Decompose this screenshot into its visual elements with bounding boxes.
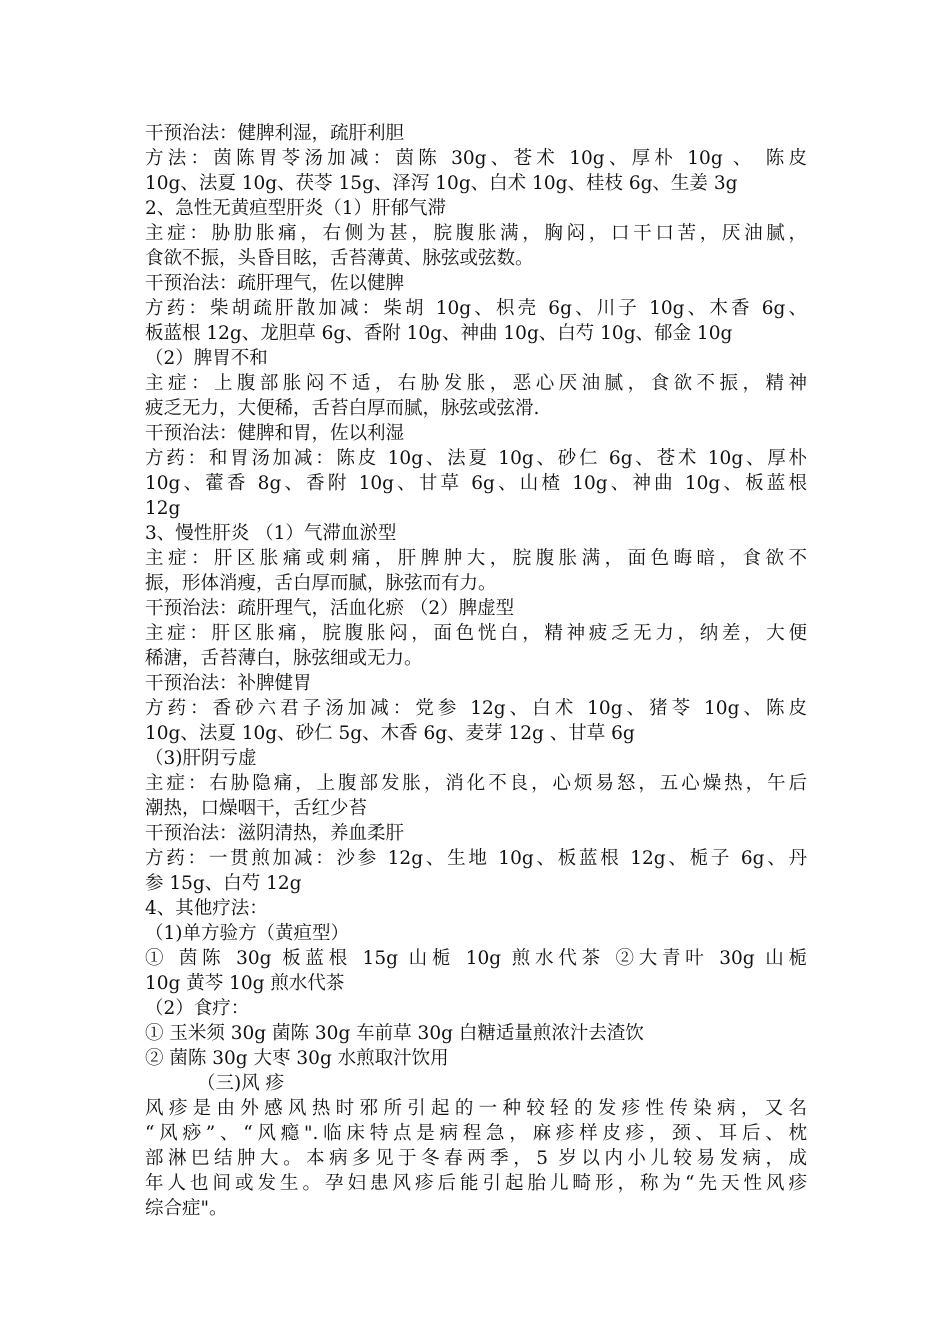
text-line: 主症：肝区胀痛或刺痛，肝脾肿大，脘腹胀满，面色晦暗，食欲不	[145, 548, 807, 569]
text-line: 主症：胁肋胀痛，右侧为甚，脘腹胀满，胸闷，口干口苦，厌油腻，	[145, 223, 807, 244]
text-line: 参 15g、白芍 12g	[145, 873, 302, 894]
text-line: 食欲不振，头昏目眩，舌苔薄黄、脉弦或弦数。	[145, 248, 534, 269]
text-line: ① 玉米须 30g 菌陈 30g 车前草 30g 白糖适量煎浓汁去渣饮	[145, 1023, 644, 1044]
text-line: 干预治法：疏肝理气，佐以健脾	[145, 273, 405, 294]
text-line: 干预治法：滋阴清热，养血柔肝	[145, 823, 405, 844]
text-line: 2、急性无黄疸型肝炎（1）肝郁气滞	[145, 198, 447, 219]
text-line: （1)单方验方（黄疸型）	[145, 923, 349, 944]
text-line: 干预治法：健脾和胃，佐以利湿	[145, 423, 405, 444]
text-line: 主症：右胁隐痛，上腹部发胀，消化不良，心烦易怒，五心燥热，午后	[145, 773, 807, 794]
text-line: 10g、法夏 10g、砂仁 5g、木香 6g、麦芽 12g 、甘草 6g	[145, 723, 635, 744]
text-line: 3、慢性肝炎 （1）气滞血淤型	[145, 523, 397, 544]
text-line: 12g	[145, 498, 181, 519]
section-heading: （三)风 疹	[197, 1073, 285, 1094]
text-line: 10g 黄芩 10g 煎水代茶	[145, 973, 345, 994]
text-line: 疲乏无力，大便稀，舌苔白厚而腻，脉弦或弦滑.	[145, 398, 540, 419]
text-line: 方药：一贯煎加减：沙参 12g、生地 10g、板蓝根 12g、栀子 6g、丹	[145, 848, 807, 869]
text-line: 潮热，口燥咽干，舌红少苔	[145, 798, 368, 819]
text-line: 风疹是由外感风热时邪所引起的一种较轻的发疹性传染病，又名	[145, 1098, 807, 1119]
text-line: 方药：香砂六君子汤加减：党参 12g、白术 10g、猪苓 10g、陈皮	[145, 698, 807, 719]
text-line: 干预治法：补脾健胃	[145, 673, 312, 694]
text-line: 综合症"。	[145, 1198, 228, 1219]
text-line: ① 茵陈 30g 板蓝根 15g 山栀 10g 煎水代茶 ②大青叶 30g 山栀	[145, 948, 807, 969]
text-line: 10g、藿香 8g、香附 10g、甘草 6g、山楂 10g、神曲 10g、板蓝根	[145, 473, 807, 494]
text-line: （2）脾胃不和	[145, 348, 268, 369]
text-line: 振，形体消瘦，舌白厚而腻，脉弦而有力。	[145, 573, 497, 594]
text-line: 干预治法：疏肝理气，活血化瘀 （2）脾虚型	[145, 598, 515, 619]
text-line: 10g、法夏 10g、茯苓 15g、泽泻 10g、白术 10g、桂枝 6g、生姜 3g	[145, 173, 738, 194]
text-line: 主症：上腹部胀闷不适，右胁发胀，恶心厌油腻，食欲不振，精神	[145, 373, 807, 394]
text-line: 主症：肝区胀痛，脘腹胀闷，面色恍白，精神疲乏无力，纳差，大便	[145, 623, 807, 644]
text-line: 年人也间或发生。孕妇患风疹后能引起胎儿畸形，称为“先天性风疹	[145, 1173, 807, 1194]
text-line: （2）食疗：	[145, 998, 250, 1019]
text-line: 方药：柴胡疏肝散加减：柴胡 10g、枳壳 6g、川子 10g、木香 6g、	[145, 298, 807, 319]
text-line: 4、其他疗法：	[145, 898, 268, 919]
text-line: 稀溏，舌苔薄白，脉弦细或无力。	[145, 648, 423, 669]
text-line: ② 菌陈 30g 大枣 30g 水煎取汁饮用	[145, 1048, 449, 1069]
text-line: 方法：茵陈胃苓汤加减：茵陈 30g、苍术 10g、厚朴 10g 、 陈皮	[145, 148, 807, 169]
text-line: （3)肝阴亏虚	[145, 748, 257, 769]
text-line: 板蓝根 12g、龙胆草 6g、香附 10g、神曲 10g、白芍 10g、郁金 10g	[145, 323, 733, 344]
text-line: 干预治法：健脾利湿，疏肝利胆	[145, 123, 405, 144]
text-line: 方药：和胃汤加减：陈皮 10g、法夏 10g、砂仁 6g、苍术 10g、厚朴	[145, 448, 807, 469]
document-page	[145, 121, 807, 1221]
text-line: “风痧”、“风瘾".临床特点是病程急，麻疹样皮疹，颈、耳后、枕	[145, 1123, 807, 1144]
text-line: 部淋巴结肿大。本病多见于冬春两季，5 岁以内小儿较易发病，成	[145, 1148, 807, 1169]
